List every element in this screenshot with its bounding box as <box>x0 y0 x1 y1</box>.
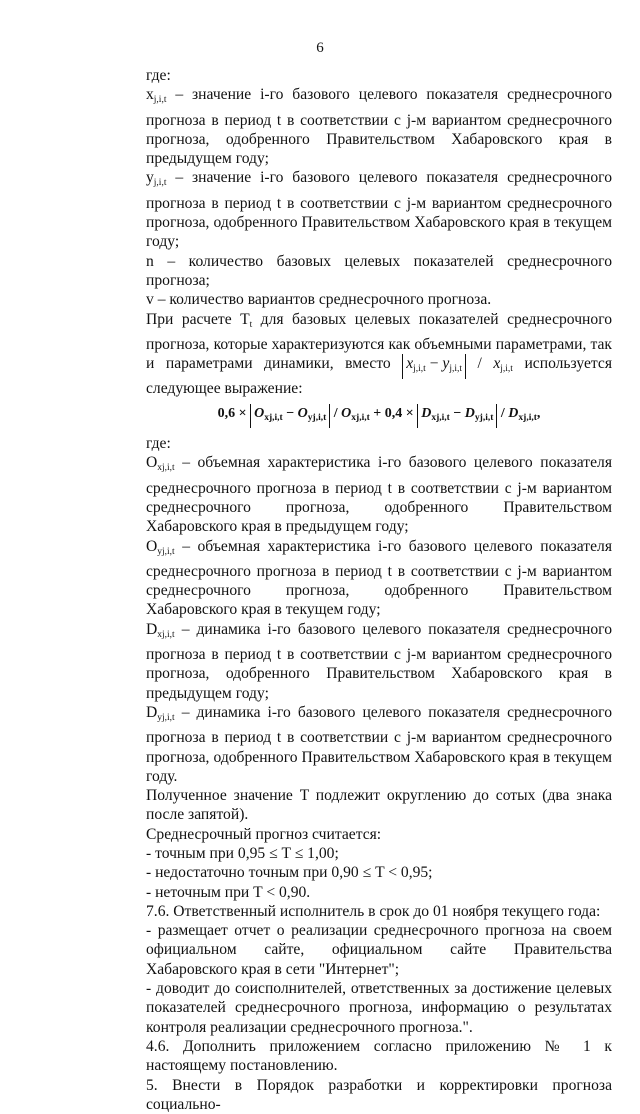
inline-abs-expression: $x_{j,i,t} - y_{j,i,t}$ <box>402 354 466 379</box>
definition-oy: $O_{yj,i,t}$ – объемная характеристика i-го базового целевого показателя среднесрочного прогноза в период t в соответствии с j-м вариантом среднесрочного прогноза, одобренного Правительством Хабаровского края в текущем году; <box>146 537 612 619</box>
definition-dx: $D_{xj,i,t}$ – динамика i-го базового целевого показателя среднесрочного прогноза в период t в соответствии с j-м вариантом среднесрочного прогноза, одобренного Правительством Хабаровского края в предыдущем году; <box>146 620 612 702</box>
accuracy-item: - точным при 0,95 ≤ T ≤ 1,00; <box>146 844 339 862</box>
item-5: 5. Внести в Порядок разработки и корректировки прогноза социально- <box>146 1076 612 1113</box>
item-7-6: 7.6. Ответственный исполнитель в срок до 01 ноября текущего года: <box>146 902 601 920</box>
definition-v: v – количество вариантов среднесрочного прогноза. <box>146 291 492 309</box>
definition-ox: $O_{xj,i,t}$ – объемная характеристика i-го базового целевого показателя среднесрочного прогноза в период t в соответствии с j-м вариантом среднесрочного прогноза, одобренного Правительством Хабаровского края в предыдущем году; <box>146 454 612 536</box>
accuracy-item: - недостаточно точным при 0,90 ≤ T < 0,95; <box>146 864 433 882</box>
where-label: где: <box>146 67 171 84</box>
page-number: 6 <box>316 40 324 56</box>
page-body <box>146 66 612 1114</box>
rounding-note: Полученное значение T подлежит округлению до сотых (два знака после запятой). <box>146 787 612 824</box>
definition-y: $y_{j,i,t}$ – значение i-го базового целевого показателя среднесрочного прогноза в период t в соответствии с j-м вариантом среднесрочного прогноза, одобренного Правительством Хабаровского края в текущем году; <box>146 169 612 251</box>
where-label-2: где: <box>146 435 171 453</box>
definition-n: n – количество базовых целевых показателей среднесрочного прогноза; <box>146 252 612 289</box>
definition-dy: $D_{yj,i,t}$ – динамика i-го базового целевого показателя среднесрочного прогноза в период t в соответствии с j-м вариантом среднесрочного прогноза, одобренного Правительством Хабаровского края в текущем году. <box>146 703 612 785</box>
item-7-6-list-item: - размещает отчет о реализации среднесрочного прогноза на своем официальном сайте, официальном сайте Правительства Хабаровского края в сети "Интернет"; <box>146 922 612 978</box>
item-4-6: 4.6. Дополнить приложением согласно приложению № 1 к настоящему постановлению. <box>146 1037 612 1075</box>
accuracy-item: - неточным при T < 0,90. <box>146 883 311 901</box>
item-7-6-list-item: - доводит до соисполнителей, ответственных за достижение целевых показателей среднесрочного прогноза, информацию о результатах контроля реализации среднесрочного прогноза.". <box>146 980 612 1036</box>
formula: $0,6 \times O_{xj,i,t} - O_{yj,i,t} / O_{xj,i,t} + 0,4 \times D_{xj,i,t} - D_{yj,i,t} / D_{xj,i,t}$, <box>146 404 612 428</box>
calc-sentence: При расчете $T_t$ для базовых целевых показателей среднесрочного прогноза, которые характеризуются как объемными параметрами, так и параметрами динамики, вместо $x_{j,i,t} - y_{j,i,t} / x_{j,i,t}$ используется следующее выражение: <box>146 310 612 398</box>
forecast-is: Среднесрочный прогноз считается: <box>146 825 382 843</box>
definition-x: $x_{j,i,t}$ – значение i-го базового целевого показателя среднесрочного прогноза в период t в соответствии с j-м вариантом среднесрочного прогноза, одобренного Правительством Хабаровского края в предыдущем году; <box>146 86 612 168</box>
